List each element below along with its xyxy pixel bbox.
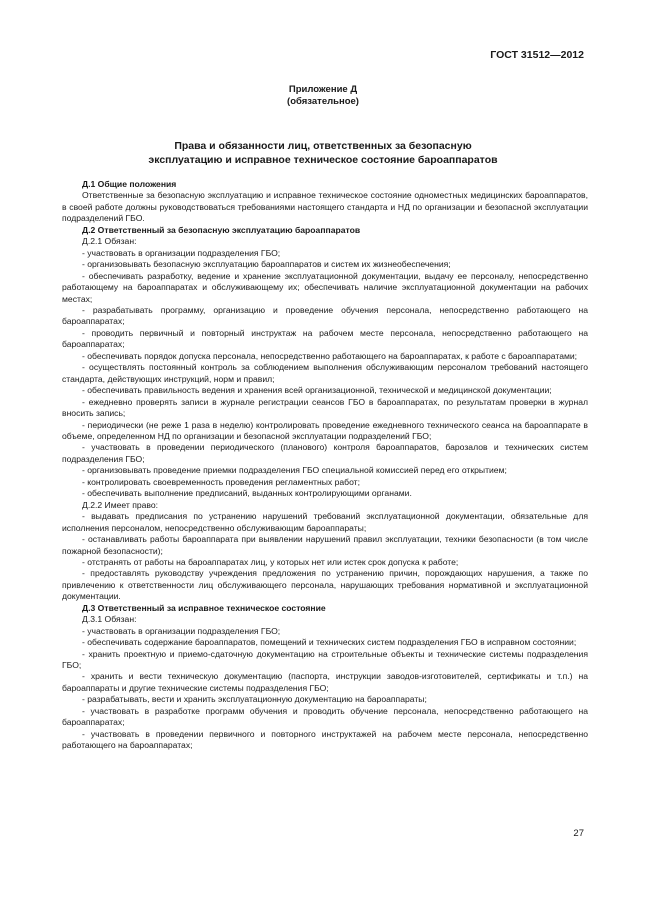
paragraph: - обеспечивать разработку, ведение и хранение эксплуатационной документации, выдачу ее персоналу, непосредственно работающему на бароаппаратах и обслуживающему их; обеспечивать наличие эксплуатационной документации на рабочих местах; [62, 270, 588, 304]
document-body [62, 179, 588, 752]
paragraph: - разрабатывать, вести и хранить эксплуатационную документацию на бароаппараты; [82, 694, 427, 705]
paragraph: - участвовать в организации подразделения ГБО; [82, 247, 281, 258]
paragraph: - участвовать в проведении периодического (планового) контроля бароаппаратов, барозалов и технических систем подразделения ГБО; [62, 442, 588, 464]
document-title-line-2: эксплуатацию и исправное техническое состояние бароаппаратов [148, 154, 498, 166]
paragraph: - выдавать предписания по устранению нарушений требований эксплуатационной документации, обязательные для исполнения персоналом, непосредственно обслуживающим бароаппараты; [62, 511, 588, 533]
standard-code: ГОСТ 31512—2012 [490, 49, 584, 61]
paragraph: - отстранять от работы на бароаппаратах лиц, у которых нет или истек срок допуска к работе; [82, 556, 459, 567]
paragraph: Д.3.1 Обязан: [82, 614, 137, 625]
paragraph: - проводить первичный и повторный инструктаж на рабочем месте персонала, непосредственно работающего на бароаппаратах; [62, 327, 588, 350]
paragraph: Д.2.1 Обязан: [82, 236, 137, 247]
paragraph: - хранить проектную и приемо-сдаточную документацию на строительные объекты и технические системы подразделения ГБО; [62, 648, 588, 671]
paragraph: Д.2.2 Имеет право: [82, 499, 159, 510]
document-title [0, 139, 646, 167]
paragraph: - обеспечивать правильность ведения и хранения всей организационной, технической и медицинской документации; [82, 385, 552, 396]
document-title-line-1: Права и обязанности лиц, ответственных за безопасную [174, 140, 472, 152]
paragraph: - предоставлять руководству учреждения предложения по устранению причин, порождающих нарушения, а также по привлечению к ответственности лиц обслуживающего персонала, нарушающих требования нормативной и эксплуатационной документации. [62, 568, 588, 602]
section-heading: Д.2 Ответственный за безопасную эксплуатацию бароаппаратов [82, 224, 361, 235]
paragraph: - останавливать работы бароаппарата при выявлении нарушений правил эксплуатации, техники безопасности (в том числе пожарной безопасности); [62, 534, 588, 556]
page-number: 27 [573, 828, 584, 839]
paragraph: - периодически (не реже 1 раза в неделю) контролировать проведение ежедневного технического сеанса на бароаппарате в объеме, определенном НД по организации и безопасной эксплуатации подразделений ГБО; [62, 419, 588, 441]
paragraph: - обеспечивать выполнение предписаний, выданных контролирующими органами. [82, 488, 412, 499]
paragraph: - участвовать в организации подразделения ГБО; [82, 625, 281, 636]
paragraph: - участвовать в разработке программ обучения и проводить обучение персонала, непосредственно работающего на бароаппаратах; [62, 705, 588, 728]
paragraph: - контролировать своевременность проведения регламентных работ; [82, 476, 360, 487]
appendix-subtitle: (обязательное) [287, 96, 359, 107]
section-heading: Д.1 Общие положения [82, 179, 177, 189]
paragraph: - обеспечивать порядок допуска персонала, непосредственно работающего на бароаппаратах, к работе с бароаппаратами; [82, 350, 578, 361]
appendix-title: Приложение Д [288, 84, 358, 95]
paragraph: - участвовать в проведении первичного и повторного инструктажей на рабочем месте персонала, непосредственно работающего на бароаппаратах; [62, 728, 588, 751]
paragraph: - организовывать безопасную эксплуатацию бароаппаратов и систем их жизнеобеспечения; [82, 259, 451, 270]
paragraph: - разрабатывать программу, организацию и проведение обучения персонала, непосредственно работающего на бароаппаратах; [62, 304, 588, 327]
paragraph: - ежедневно проверять записи в журнале регистрации сеансов ГБО в бароаппаратах, по результатам проверки в журнал вносить запись; [62, 396, 588, 419]
appendix-heading [0, 84, 646, 108]
paragraph: - организовывать проведение приемки подразделения ГБО специальной комиссией перед его открытием; [82, 465, 507, 476]
section-heading: Д.3 Ответственный за исправное техническое состояние [82, 602, 326, 613]
paragraph: Ответственные за безопасную эксплуатацию и исправное техническое состояние одноместных медицинских бароаппаратов, в своей работе должны руководствоваться требованиями настоящего стандарта и НД по организации и безопасной эксплуатации подразделений ГБО. [62, 190, 588, 224]
paragraph: - осуществлять постоянный контроль за соблюдением выполнения обслуживающим персоналом требований настоящего стандарта, действующих инструкций, норм и правил; [62, 362, 588, 384]
paragraph: - хранить и вести техническую документацию (паспорта, инструкции заводов-изготовителей, сертификаты и т.п.) на бароаппараты и другие технические системы подразделения ГБО; [62, 671, 588, 693]
paragraph: - обеспечивать содержание бароаппаратов, помещений и технических систем подразделения ГБО в исправном состоянии; [82, 637, 577, 648]
